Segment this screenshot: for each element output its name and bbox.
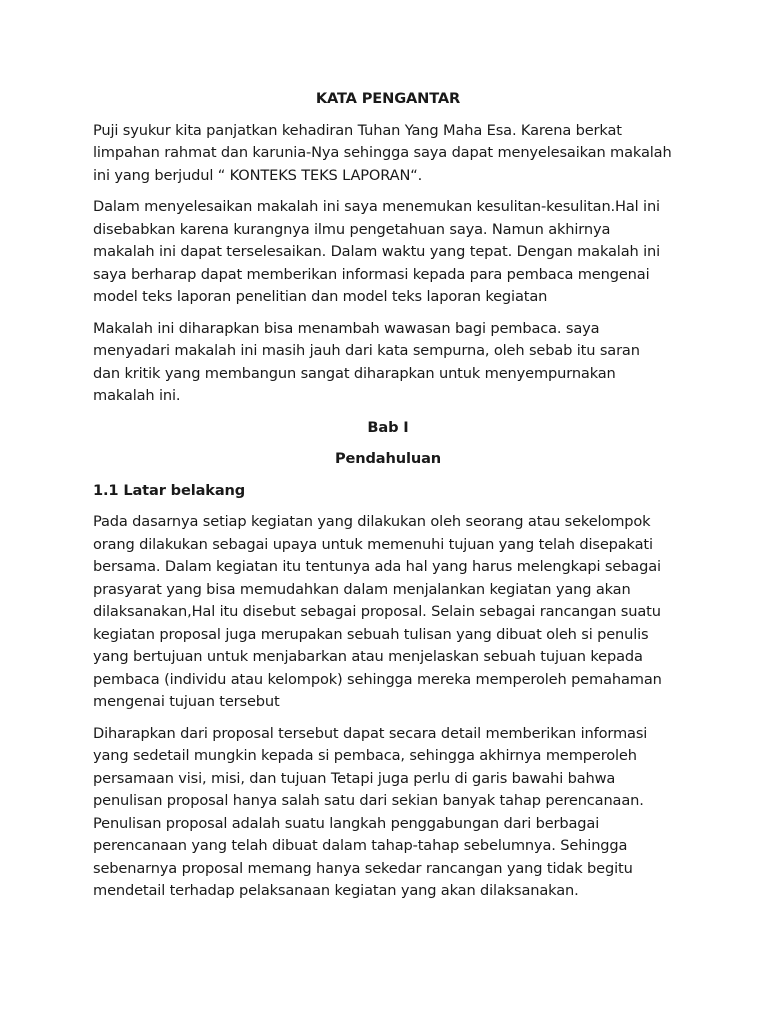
paragraph-line: mengenai tujuan tersebut (93, 693, 280, 710)
paragraph-line: mendetail terhadap pelaksanaan kegiatan yang akan dilaksanakan. (93, 882, 579, 899)
chapter-title: Pendahuluan (334, 450, 442, 467)
page-title: KATA PENGANTAR (315, 90, 461, 107)
paragraph-line: saya berharap dapat memberikan informasi kepada para pembaca mengenai (93, 265, 650, 283)
paragraph-line: Dalam menyelesaikan makalah ini saya menemukan kesulitan-kesulitan.Hal ini (93, 198, 660, 215)
chapter-label: Bab I (367, 418, 409, 436)
paragraph-line: pembaca (individu atau kelompok) sehingga mereka memperoleh pemahaman (93, 670, 662, 688)
paragraph-line: Pada dasarnya setiap kegiatan yang dilakukan oleh seorang atau sekelompok (93, 513, 651, 530)
paragraph-line: kegiatan proposal juga merupakan sebuah tulisan yang dibuat oleh si penulis (93, 625, 649, 643)
paragraph-line: persamaan visi, misi, dan tujuan Tetapi juga perlu di garis bawahi bahwa (93, 769, 616, 787)
paragraph-line: yang bertujuan untuk menjabarkan atau menjelaskan sebuah tujuan kepada (93, 648, 643, 665)
paragraph-line: menyadari makalah ini masih jauh dari kata sempurna, oleh sebab itu saran (93, 342, 640, 359)
paragraph-line: ini yang berjudul “ KONTEKS TEKS LAPORAN“. (93, 166, 423, 184)
paragraph-line: prasyarat yang bisa memudahkan dalam menjalankan kegiatan yang akan (93, 580, 631, 598)
document-content (93, 88, 683, 912)
paragraph-line: penulisan proposal hanya salah satu dari sekian banyak tahap perencanaan. (93, 792, 644, 809)
paragraph-line: sebenarnya proposal memang hanya sekedar rancangan yang tidak begitu (93, 859, 633, 877)
paragraph-line: orang dilakukan sebagai upaya untuk memenuhi tujuan yang telah disepakati (93, 535, 653, 553)
intro-paragraph-1 (93, 120, 683, 188)
paragraph-line: Penulisan proposal adalah suatu langkah penggabungan dari berbagai (93, 814, 600, 832)
paragraph-line: makalah ini. (93, 387, 181, 404)
paragraph-line: yang sedetail mungkin kepada si pembaca, sehingga akhirnya memperoleh (93, 747, 637, 764)
body-paragraph-2 (93, 723, 683, 903)
paragraph-line: Diharapkan dari proposal tersebut dapat secara detail memberikan informasi (93, 724, 648, 742)
body-paragraph-1 (93, 511, 683, 714)
intro-paragraph-3 (93, 318, 683, 408)
paragraph-line: perencanaan yang telah dibuat dalam tahap-tahap sebelumnya. Sehingga (93, 837, 628, 854)
paragraph-line: makalah ini dapat terselesaikan. Dalam waktu yang tepat. Dengan makalah ini (93, 243, 660, 260)
paragraph-line: Puji syukur kita panjatkan kehadiran Tuhan Yang Maha Esa. Karena berkat (93, 121, 622, 139)
intro-paragraph-2 (93, 196, 683, 309)
paragraph-line: limpahan rahmat dan karunia-Nya sehingga saya dapat menyelesaikan makalah (93, 144, 672, 161)
paragraph-line: dan kritik yang membangun sangat diharapkan untuk menyempurnakan (93, 364, 616, 382)
paragraph-line: bersama. Dalam kegiatan itu tentunya ada hal yang harus melengkapi sebagai (93, 558, 661, 575)
paragraph-line: disebabkan karena kurangnya ilmu pengetahuan saya. Namun akhirnya (93, 220, 611, 238)
section-heading: 1.1 Latar belakang (93, 481, 246, 499)
paragraph-line: model teks laporan penelitian dan model teks laporan kegiatan (93, 288, 548, 305)
paragraph-line: Makalah ini diharapkan bisa menambah wawasan bagi pembaca. saya (93, 319, 600, 337)
paragraph-line: dilaksanakan,Hal itu disebut sebagai proposal. Selain sebagai rancangan suatu (93, 603, 661, 620)
